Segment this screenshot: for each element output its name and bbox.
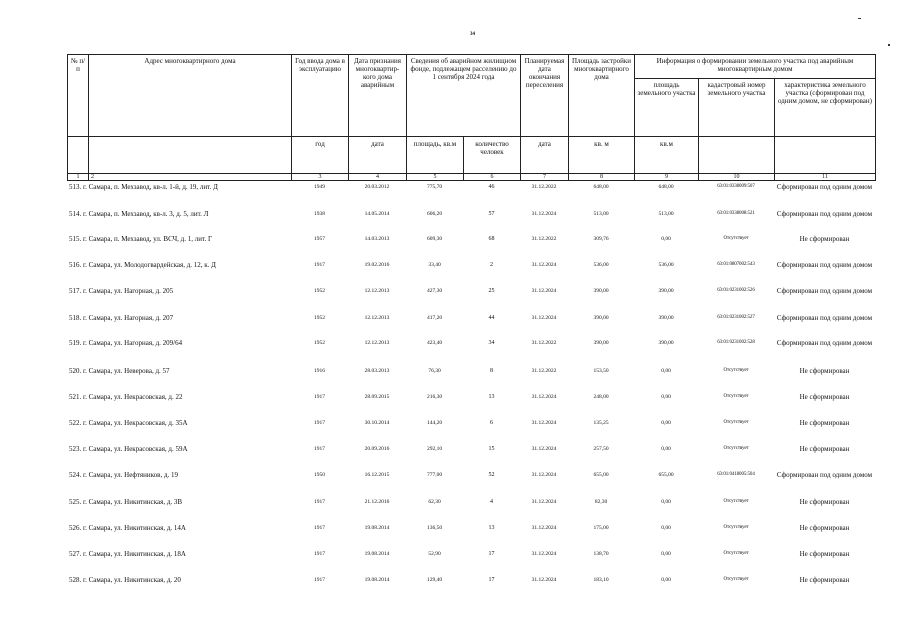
emergency-date-cell: 28.09.2015 — [364, 394, 390, 400]
unit-cell — [68, 137, 89, 174]
build-area-cell: 390,00 — [593, 288, 609, 294]
land-area-cell: 390,00 — [658, 288, 674, 294]
table-row — [67, 393, 875, 419]
table-row — [67, 471, 875, 497]
year-cell: 1949 — [314, 184, 325, 190]
build-area-cell: 513,00 — [593, 211, 609, 217]
address-cell: 527. г. Самара, ул. Никитинская, д. 18А — [69, 550, 186, 558]
plan-date-cell: 31.12.2024 — [531, 394, 557, 400]
emergency-date-cell: 12.12.2013 — [364, 315, 390, 321]
table-row — [67, 419, 875, 445]
people-cell: 15 — [488, 446, 495, 452]
land-area-cell: 648,00 — [658, 184, 674, 190]
address-cell: 524. г. Самара, ул. Нефтяников, д. 19 — [69, 471, 179, 479]
emergency-date-cell: 19.08.2014 — [364, 577, 390, 583]
land-char-cell: Сформирован под одним домом — [776, 210, 873, 218]
area-cell: 62,30 — [428, 499, 441, 505]
build-area-cell: 648,00 — [593, 184, 609, 190]
build-area-cell: 248,00 — [593, 394, 609, 400]
table-row — [67, 183, 875, 209]
table-row — [67, 576, 875, 602]
area-cell: 52,90 — [428, 551, 441, 557]
people-cell: 6 — [490, 420, 493, 426]
emergency-date-cell: 19.08.2014 — [364, 551, 390, 557]
people-cell: 4 — [490, 499, 493, 505]
address-cell: 528. г. Самара, ул. Никитинская, д. 20 — [69, 576, 181, 584]
land-char-cell: Не сформирован — [799, 550, 850, 558]
year-cell: 1917 — [314, 394, 325, 400]
year-cell: 1917 — [314, 577, 325, 583]
table-row — [67, 235, 875, 261]
land-area-cell: 655,00 — [658, 472, 674, 478]
column-number: 7 — [521, 174, 569, 181]
build-area-cell: 257,50 — [593, 446, 609, 452]
people-cell: 46 — [488, 184, 495, 190]
people-cell: 34 — [488, 340, 495, 346]
address-cell: 514. г. Самара, п. Мехзавод, кв-л. 3, д. 5, лит. Л — [69, 210, 209, 218]
people-cell: 8 — [490, 368, 493, 374]
year-cell: 1917 — [314, 420, 325, 426]
emergency-date-cell: 19.08.2014 — [364, 525, 390, 531]
year-cell: 1917 — [314, 499, 325, 505]
land-area-cell: 0,00 — [661, 368, 671, 374]
address-cell: 526. г. Самара, ул. Никитинская, д. 14А — [69, 524, 186, 532]
area-cell: 427,30 — [426, 288, 443, 294]
cadastral-cell: Отсутствует — [723, 499, 749, 504]
header-plan-date: Планируемая дата окончания переселения — [521, 55, 569, 137]
land-char-cell: Не сформирован — [799, 576, 850, 584]
page-number: 34 — [470, 32, 475, 37]
plan-date-cell: 31.12.2022 — [531, 236, 557, 242]
plan-date-cell: 31.12.2024 — [531, 472, 557, 478]
build-area-cell: 175,00 — [593, 525, 609, 531]
address-cell: 519. г. Самара, ул. Нагорная, д. 209/64 — [69, 339, 183, 347]
plan-date-cell: 31.12.2024 — [531, 551, 557, 557]
unit-year: год — [292, 137, 349, 174]
year-cell: 1957 — [314, 236, 325, 242]
build-area-cell: 309,76 — [593, 236, 609, 242]
address-cell: 525. г. Самара, ул. Никитинская, д. 3В — [69, 498, 183, 506]
land-char-cell: Сформирован под одним домом — [776, 471, 873, 479]
plan-date-cell: 31.12.2022 — [531, 184, 557, 190]
build-area-cell: 153,50 — [593, 368, 609, 374]
land-area-cell: 0,00 — [661, 577, 671, 583]
unit-cell — [699, 137, 775, 174]
plan-date-cell: 31.12.2024 — [531, 262, 557, 268]
scan-mark — [888, 44, 890, 46]
people-cell: 17 — [488, 551, 495, 557]
cadastral-cell: Отсутствует — [723, 368, 749, 373]
table-header — [67, 54, 876, 181]
address-cell: 522. г. Самара, ул. Некрасовская, д. 35А — [69, 419, 188, 427]
emergency-date-cell: 14.03.2013 — [364, 236, 390, 242]
build-area-cell: 536,00 — [593, 262, 609, 268]
build-area-cell: 390,00 — [593, 315, 609, 321]
emergency-date-cell: 20.09.2016 — [364, 446, 390, 452]
cadastral-cell: 63:01:0338008:521 — [717, 211, 755, 216]
cadastral-cell: 63:01:0338009:507 — [717, 184, 755, 189]
cadastral-cell: 63:01:0418005:504 — [717, 472, 755, 477]
people-cell: 57 — [488, 211, 495, 217]
build-area-cell: 135,25 — [593, 420, 609, 426]
land-char-cell: Не сформирован — [799, 524, 850, 532]
year-cell: 1952 — [314, 288, 325, 294]
people-cell: 44 — [488, 315, 495, 321]
cadastral-cell: 63:01:0231002:526 — [717, 288, 755, 293]
area-cell: 129,40 — [426, 577, 443, 583]
land-area-cell: 536,00 — [658, 262, 674, 268]
area-cell: 33,40 — [428, 262, 441, 268]
emergency-date-cell: 12.12.2013 — [364, 340, 390, 346]
column-number: 9 — [635, 174, 699, 181]
land-char-cell: Сформирован под одним домом — [776, 314, 873, 322]
area-cell: 775,70 — [426, 184, 443, 190]
unit-date: дата — [349, 137, 407, 174]
area-cell: 606,20 — [426, 211, 443, 217]
address-cell: 517. г. Самара, ул. Нагорная, д. 205 — [69, 287, 174, 295]
plan-date-cell: 31.12.2024 — [531, 577, 557, 583]
header-housing-info: Сведения об аварийном жилищном фонде, подлежащем расселению до 1 сентября 2024 года — [407, 55, 521, 137]
header-land-char: характеристика земельного участка (сформирован под одним домом, не сформирован) — [775, 79, 876, 137]
year-cell: 1938 — [314, 211, 325, 217]
table-row — [67, 445, 875, 471]
land-char-cell: Не сформирован — [799, 419, 850, 427]
header-land-area: площадь земельного участка — [635, 79, 699, 137]
area-cell: 609,30 — [426, 236, 443, 242]
people-cell: 17 — [488, 577, 495, 583]
header-emergency-date: Дата признания многоквартир-кого дома аварийным — [349, 55, 407, 137]
cadastral-cell: Отсутствует — [723, 236, 749, 241]
table-row — [67, 524, 875, 550]
people-cell: 68 — [488, 236, 495, 242]
emergency-date-cell: 28.03.2013 — [364, 368, 390, 374]
land-area-cell: 0,00 — [661, 236, 671, 242]
land-area-cell: 513,00 — [658, 211, 674, 217]
land-char-cell: Сформирован под одним домом — [776, 287, 873, 295]
land-area-cell: 390,00 — [658, 315, 674, 321]
land-area-cell: 0,00 — [661, 420, 671, 426]
address-cell: 520. г. Самара, ул. Неверова, д. 57 — [69, 367, 170, 375]
people-cell: 25 — [488, 288, 495, 294]
area-cell: 144,20 — [426, 420, 443, 426]
build-area-cell: 655,00 — [593, 472, 609, 478]
plan-date-cell: 31.12.2022 — [531, 340, 557, 346]
emergency-date-cell: 19.02.2016 — [364, 262, 390, 268]
plan-date-cell: 31.12.2024 — [531, 288, 557, 294]
column-number: 8 — [569, 174, 635, 181]
table-row — [67, 287, 875, 313]
plan-date-cell: 31.12.2024 — [531, 211, 557, 217]
land-area-cell: 0,00 — [661, 551, 671, 557]
land-char-cell: Не сформирован — [799, 445, 850, 453]
year-cell: 1952 — [314, 315, 325, 321]
people-cell: 52 — [488, 472, 495, 478]
year-cell: 1917 — [314, 262, 325, 268]
build-area-cell: 138,70 — [593, 551, 609, 557]
area-cell: 423,40 — [426, 340, 443, 346]
area-cell: 216,30 — [426, 394, 443, 400]
column-number: 11 — [775, 174, 876, 181]
column-number: 1 — [68, 174, 89, 181]
cadastral-cell: Отсутствует — [723, 394, 749, 399]
emergency-date-cell: 30.10.2014 — [364, 420, 390, 426]
land-char-cell: Не сформирован — [799, 498, 850, 506]
address-cell: 515. г. Самара, п. Мехзавод, ул. ВСЧ, д. 1, лит. Г — [69, 235, 213, 243]
emergency-date-cell: 21.12.2016 — [364, 499, 390, 505]
address-cell: 521. г. Самара, ул. Некрасовская, д. 22 — [69, 393, 183, 401]
header-land-info: Информация о формировании земельного участка под аварийным многоквартирным домом — [635, 55, 876, 79]
area-cell: 417,20 — [426, 315, 443, 321]
cadastral-cell: Отсутствует — [723, 577, 749, 582]
cadastral-cell: Отсутствует — [723, 551, 749, 556]
land-char-cell: Не сформирован — [799, 235, 850, 243]
unit-plan-date: дата — [521, 137, 569, 174]
build-area-cell: 390,00 — [593, 340, 609, 346]
land-char-cell: Сформирован под одним домом — [776, 339, 873, 347]
area-cell: 777,00 — [426, 472, 443, 478]
table-row — [67, 339, 875, 365]
emergency-date-cell: 12.12.2013 — [364, 288, 390, 294]
column-number: 3 — [292, 174, 349, 181]
land-area-cell: 0,00 — [661, 446, 671, 452]
column-number: 6 — [464, 174, 521, 181]
year-cell: 1917 — [314, 446, 325, 452]
plan-date-cell: 31.12.2024 — [531, 525, 557, 531]
land-char-cell: Не сформирован — [799, 367, 850, 375]
address-cell: 518. г. Самара, ул. Нагорная, д. 207 — [69, 314, 174, 322]
table-row — [67, 261, 875, 287]
table-row — [67, 367, 875, 393]
unit-build-area: кв. м — [569, 137, 635, 174]
people-cell: 13 — [488, 525, 495, 531]
plan-date-cell: 31.12.2024 — [531, 446, 557, 452]
land-char-cell: Сформирован под одним домом — [776, 183, 873, 191]
year-cell: 1950 — [314, 472, 325, 478]
unit-people: количество человек — [464, 137, 521, 174]
year-cell: 1952 — [314, 340, 325, 346]
header-cadastral: кадастровый номер земельного участка — [699, 79, 775, 137]
land-area-cell: 0,00 — [661, 525, 671, 531]
table-row — [67, 550, 875, 576]
column-number: 5 — [407, 174, 464, 181]
people-cell: 2 — [490, 262, 493, 268]
column-number: 2 — [89, 174, 292, 181]
area-cell: 292,10 — [426, 446, 443, 452]
year-cell: 1917 — [314, 551, 325, 557]
column-number: 4 — [349, 174, 407, 181]
land-area-cell: 390,00 — [658, 340, 674, 346]
plan-date-cell: 31.12.2022 — [531, 368, 557, 374]
cadastral-cell: 63:01:0807002:543 — [717, 262, 755, 267]
unit-land-area: кв.м — [635, 137, 699, 174]
address-cell: 513. г. Самара, п. Мехзавод, кв-л. 1-й, д. 19, лит. Д — [69, 183, 218, 191]
cadastral-cell: Отсутствует — [723, 525, 749, 530]
year-cell: 1916 — [314, 368, 325, 374]
plan-date-cell: 31.12.2024 — [531, 499, 557, 505]
year-cell: 1917 — [314, 525, 325, 531]
table-row — [67, 210, 875, 236]
table-row — [67, 498, 875, 524]
area-cell: 136,50 — [426, 525, 443, 531]
header-address: Адрес многоквартирного дома — [89, 55, 292, 137]
cadastral-cell: 63:01:0231002:527 — [717, 315, 755, 320]
unit-cell — [89, 137, 292, 174]
cadastral-cell: Отсутствует — [723, 446, 749, 451]
build-area-cell: 82,30 — [594, 499, 608, 505]
emergency-date-cell: 16.12.2015 — [364, 472, 390, 478]
land-char-cell: Не сформирован — [799, 393, 850, 401]
land-area-cell: 0,00 — [661, 499, 671, 505]
address-cell: 516. г. Самара, ул. Молодогвардейская, д. 12, к. Д — [69, 261, 216, 269]
people-cell: 13 — [488, 394, 495, 400]
column-number: 10 — [699, 174, 775, 181]
header-number: № п/п — [68, 55, 89, 137]
cadastral-cell: 63:01:0231002:528 — [717, 340, 755, 345]
land-char-cell: Сформирован под одним домом — [776, 261, 873, 269]
unit-area: площадь, кв.м — [407, 137, 464, 174]
land-area-cell: 0,00 — [661, 394, 671, 400]
area-cell: 76,30 — [428, 368, 441, 374]
cadastral-cell: Отсутствует — [723, 420, 749, 425]
header-year: Год ввода дома в эксплуатацию — [292, 55, 349, 137]
emergency-date-cell: 14.05.2014 — [364, 211, 390, 217]
build-area-cell: 183,10 — [593, 577, 609, 583]
header-build-area: Площадь застройки многоквартирного дома — [569, 55, 635, 137]
table-row — [67, 314, 875, 340]
unit-cell — [775, 137, 876, 174]
plan-date-cell: 31.12.2024 — [531, 315, 557, 321]
plan-date-cell: 31.12.2024 — [531, 420, 557, 426]
emergency-date-cell: 20.03.2012 — [364, 184, 390, 190]
scan-mark — [858, 18, 861, 19]
address-cell: 523. г. Самара, ул. Некрасовская, д. 59А — [69, 445, 188, 453]
